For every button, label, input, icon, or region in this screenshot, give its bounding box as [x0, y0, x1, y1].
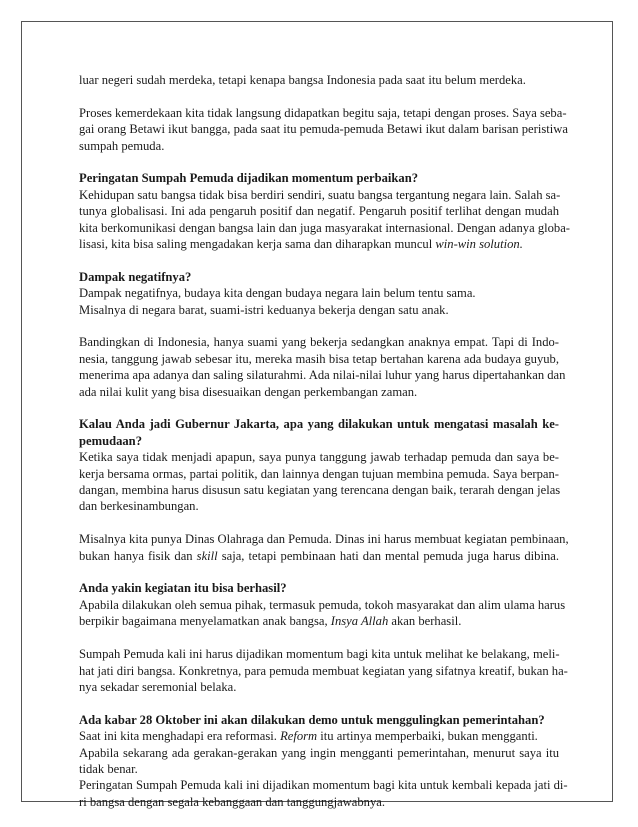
italic-term: win-win solution.	[435, 237, 523, 252]
text-line	[79, 679, 559, 695]
line-text: Misalnya di negara barat, suami-istri keduanya bekerja dengan satu anak.	[79, 302, 449, 317]
line-text: ada nilai kulit yang bisa disesuaikan dengan perkembangan zaman.	[79, 384, 418, 399]
text-line	[79, 646, 559, 662]
line-text: berpikir bagaimana menyelamatkan anak bangsa,	[79, 614, 331, 629]
line-text: gai orang Betawi ikut bangga, pada saat itu pemuda-pemuda Betawi ikut dalam barisan peristiwa	[79, 122, 568, 137]
paragraph	[79, 416, 559, 514]
text-line	[79, 302, 559, 318]
text-line	[79, 597, 566, 613]
line-text: Ada kabar 28 Oktober ini akan dilakukan demo untuk menggulingkan pemerintahan?	[79, 712, 545, 727]
text-line	[79, 203, 559, 219]
text-line	[79, 220, 570, 236]
line-text: Saat ini kita menghadapi era reformasi.	[79, 729, 281, 744]
section-heading-line	[79, 269, 559, 285]
text-line	[79, 482, 559, 498]
text-line	[79, 138, 559, 154]
line-text: Kehidupan satu bangsa tidak bisa berdiri sendiri, suatu bangsa tergantung negara lain. Salah sa-	[79, 187, 561, 202]
line-text: Misalnya kita punya Dinas Olahraga dan Pemuda. Dinas ini harus membuat kegiatan pembinaan,	[79, 532, 569, 547]
text-line	[79, 72, 559, 88]
line-text: menerima apa adanya dan saling silaturahmi. Ada nilai-nilai luhur yang harus dipertahankan dan	[79, 368, 566, 383]
paragraph	[79, 72, 559, 88]
section-heading-line	[79, 580, 559, 596]
paragraph	[79, 269, 559, 318]
text-line	[79, 663, 568, 679]
line-text: Peringatan Sumpah Pemuda dijadikan momentum perbaikan?	[79, 171, 419, 186]
paragraph	[79, 334, 566, 400]
text-line	[79, 761, 559, 777]
line-text: nya sekadar seremonial belaka.	[79, 679, 237, 694]
line-text: Apabila dilakukan oleh semua pihak, termasuk pemuda, tokoh masyarakat dan alim ulama harus	[79, 597, 566, 612]
text-line	[79, 121, 568, 137]
line-text: pemudaan?	[79, 433, 142, 448]
section-heading-line	[79, 170, 559, 186]
text-line	[79, 498, 559, 514]
text-line	[79, 777, 568, 793]
text-line	[79, 367, 566, 383]
paragraph	[79, 712, 568, 810]
section-heading-line	[79, 416, 559, 432]
line-text: ri bangsa dengan segala kebanggaan dan tanggungjawabnya.	[79, 794, 385, 809]
line-text: nesia, tanggung jawab sebesar itu, mereka masih bisa tetap bertahan karena ada budaya guyub,	[79, 351, 559, 366]
line-text: hat jati diri bangsa. Konkretnya, para pemuda membuat kegiatan yang sifatnya kreatif, bukan ha-	[79, 663, 568, 678]
text-line	[79, 728, 559, 744]
line-text: Proses kemerdekaan kita tidak langsung didapatkan begitu saja, tetapi dengan proses. Saya seba-	[79, 105, 567, 120]
document-body	[79, 72, 570, 827]
paragraph	[79, 105, 568, 154]
line-text: Sumpah Pemuda kali ini harus dijadikan momentum bagi kita untuk melihat ke belakang, meli-	[79, 647, 560, 662]
line-text-after: akan berhasil.	[388, 614, 462, 629]
line-text: Ketika saya tidak menjadi apapun, saya punya tanggung jawab terhadap pemuda dan saya be-	[79, 450, 559, 465]
document-page	[21, 21, 613, 809]
paragraph	[79, 170, 570, 252]
line-text: tunya globalisasi. Ini ada pengaruh positif dan negatif. Pengaruh positif terlihat dengan mudah	[79, 204, 559, 219]
line-text: Dampak negatifnya, budaya kita dengan budaya negara lain belum tentu sama.	[79, 286, 476, 301]
line-text: lisasi, kita bisa saling mengadakan kerja sama dan diharapkan muncul	[79, 237, 436, 252]
italic-term: skill	[196, 548, 218, 563]
text-line	[79, 794, 559, 810]
text-line	[79, 236, 559, 252]
paragraph	[79, 646, 568, 695]
text-line	[79, 334, 559, 350]
line-text: Peringatan Sumpah Pemuda kali ini dijadikan momentum bagi kita untuk kembali kepada jati di-	[79, 778, 568, 793]
line-text: Apabila sekarang ada gerakan-gerakan yang ingin mengganti pemerintahan, menurut saya itu	[79, 745, 559, 760]
text-line	[79, 449, 559, 465]
text-line	[79, 285, 559, 301]
italic-term: Reform	[280, 729, 318, 744]
text-line	[79, 466, 559, 482]
text-line	[79, 384, 559, 400]
section-heading-line	[79, 433, 559, 449]
line-text-after: saja, tetapi pembinaan hati dan mental pemuda juga harus dibina.	[217, 548, 560, 563]
section-heading-line	[79, 712, 559, 728]
line-text: sumpah pemuda.	[79, 138, 165, 153]
text-line	[79, 351, 559, 367]
italic-term: Insya Allah	[330, 614, 389, 629]
line-text: kerja bersama ormas, partai politik, dan lainnya dengan tujuan membina pemuda. Saya berpan-	[79, 466, 559, 481]
line-text: Bandingkan di Indonesia, hanya suami yang bekerja sedangkan anaknya empat. Tapi di Indo-	[79, 335, 559, 350]
line-text: dangan, membina harus disusun satu kegiatan yang terencana dengan baik, terarah dengan jelas	[79, 483, 561, 498]
paragraph	[79, 531, 569, 564]
line-text: Kalau Anda jadi Gubernur Jakarta, apa yang dilakukan untuk mengatasi masalah ke-	[79, 417, 559, 432]
line-text: tidak benar.	[79, 761, 138, 776]
paragraph	[79, 580, 566, 629]
line-text: Anda yakin kegiatan itu bisa berhasil?	[79, 581, 287, 596]
line-text: dan berkesinambungan.	[79, 499, 199, 514]
text-line	[79, 548, 559, 564]
text-line	[79, 105, 567, 121]
text-line	[79, 745, 559, 761]
text-line	[79, 187, 559, 203]
text-line	[79, 613, 559, 629]
line-text: bukan hanya fisik dan	[79, 548, 197, 563]
text-line	[79, 531, 569, 547]
line-text: Dampak negatifnya?	[79, 269, 192, 284]
line-text: kita berkomunikasi dengan bangsa lain dan juga masyarakat internasional. Dengan adanya globa-	[79, 220, 570, 235]
line-text: luar negeri sudah merdeka, tetapi kenapa bangsa Indonesia pada saat itu belum merdeka.	[79, 73, 526, 87]
line-text-after: itu artinya memperbaiki, bukan mengganti.	[317, 729, 538, 744]
